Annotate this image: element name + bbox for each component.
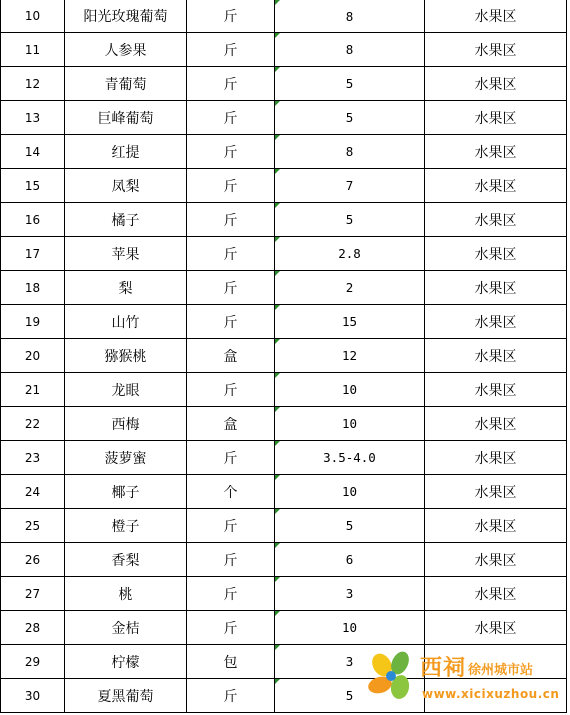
area-cell[interactable]: 水果区 [425,237,567,271]
price-cell[interactable]: 8 [275,0,425,33]
area-cell[interactable]: 水果区 [425,33,567,67]
row-number-cell[interactable]: 29 [1,645,65,679]
row-number-cell[interactable]: 21 [1,373,65,407]
price-cell[interactable]: 5 [275,509,425,543]
item-name-cell[interactable]: 巨峰葡萄 [65,101,187,135]
area-cell[interactable]: 水果区 [425,101,567,135]
table-row [1,407,567,441]
unit-cell[interactable]: 斤 [187,679,275,713]
item-name-cell[interactable]: 夏黑葡萄 [65,679,187,713]
price-cell[interactable]: 5 [275,67,425,101]
unit-cell[interactable]: 斤 [187,203,275,237]
table-row [1,339,567,373]
unit-cell[interactable]: 斤 [187,543,275,577]
price-cell[interactable]: 5 [275,679,425,713]
area-cell[interactable]: 水果区 [425,441,567,475]
row-number-cell[interactable]: 18 [1,271,65,305]
row-number-cell[interactable]: 24 [1,475,65,509]
item-name-cell[interactable]: 桃 [65,577,187,611]
area-cell[interactable] [425,679,567,713]
area-cell[interactable]: 水果区 [425,475,567,509]
area-cell[interactable]: 水果区 [425,169,567,203]
price-cell[interactable]: 12 [275,339,425,373]
price-cell[interactable]: 10 [275,407,425,441]
area-cell[interactable]: 水果区 [425,271,567,305]
price-cell[interactable]: 2 [275,271,425,305]
unit-cell[interactable]: 斤 [187,509,275,543]
area-cell[interactable]: 水果区 [425,203,567,237]
item-name-cell[interactable]: 阳光玫瑰葡萄 [65,0,187,33]
unit-cell[interactable]: 斤 [187,271,275,305]
price-cell[interactable]: 5 [275,101,425,135]
item-name-cell[interactable]: 猕猴桃 [65,339,187,373]
unit-cell[interactable]: 包 [187,645,275,679]
row-number-cell[interactable]: 17 [1,237,65,271]
unit-cell[interactable]: 斤 [187,373,275,407]
item-name-cell[interactable]: 苹果 [65,237,187,271]
unit-cell[interactable]: 斤 [187,33,275,67]
item-name-cell[interactable]: 香梨 [65,543,187,577]
price-cell[interactable]: 8 [275,135,425,169]
table-body [1,0,567,713]
area-cell[interactable]: 水果区 [425,67,567,101]
item-name-cell[interactable]: 人参果 [65,33,187,67]
table-row [1,679,567,713]
price-cell[interactable]: 3.5-4.0 [275,441,425,475]
area-cell[interactable]: 水果区 [425,0,567,33]
price-cell[interactable]: 10 [275,475,425,509]
price-cell[interactable]: 6 [275,543,425,577]
row-number-cell[interactable]: 22 [1,407,65,441]
row-number-cell[interactable]: 27 [1,577,65,611]
unit-cell[interactable]: 盒 [187,339,275,373]
row-number-cell[interactable]: 25 [1,509,65,543]
item-name-cell[interactable]: 龙眼 [65,373,187,407]
area-cell[interactable]: 水果区 [425,543,567,577]
table-row [1,0,567,33]
unit-cell[interactable]: 斤 [187,441,275,475]
watermark-brand: 西祠 [420,655,467,681]
price-cell[interactable]: 8 [275,33,425,67]
table-row [1,33,567,67]
area-cell[interactable] [425,645,567,679]
unit-cell[interactable]: 斤 [187,101,275,135]
row-number-cell[interactable]: 19 [1,305,65,339]
table-row [1,101,567,135]
row-number-cell[interactable]: 10 [1,0,65,33]
row-number-cell[interactable]: 16 [1,203,65,237]
area-cell[interactable]: 水果区 [425,611,567,645]
item-name-cell[interactable]: 山竹 [65,305,187,339]
item-name-cell[interactable]: 西梅 [65,407,187,441]
row-number-cell[interactable]: 12 [1,67,65,101]
area-cell[interactable]: 水果区 [425,407,567,441]
table-row [1,611,567,645]
unit-cell[interactable]: 斤 [187,611,275,645]
unit-cell[interactable]: 斤 [187,237,275,271]
price-cell[interactable]: 7 [275,169,425,203]
price-cell[interactable]: 3 [275,645,425,679]
table-row [1,373,567,407]
watermark-site: 徐州城市站 [468,663,534,678]
price-cell[interactable]: 5 [275,203,425,237]
area-cell[interactable]: 水果区 [425,577,567,611]
item-name-cell[interactable]: 梨 [65,271,187,305]
price-cell[interactable]: 10 [275,611,425,645]
table-row [1,169,567,203]
unit-cell[interactable]: 斤 [187,169,275,203]
unit-cell[interactable]: 个 [187,475,275,509]
item-name-cell[interactable]: 橙子 [65,509,187,543]
table-row [1,237,567,271]
unit-cell[interactable]: 斤 [187,305,275,339]
table-row [1,271,567,305]
area-cell[interactable]: 水果区 [425,135,567,169]
item-name-cell[interactable]: 菠萝蜜 [65,441,187,475]
table-row [1,577,567,611]
unit-cell[interactable]: 斤 [187,0,275,33]
item-name-cell[interactable]: 凤梨 [65,169,187,203]
table-row [1,475,567,509]
item-name-cell[interactable]: 青葡萄 [65,67,187,101]
price-cell[interactable]: 3 [275,577,425,611]
table-row [1,203,567,237]
watermark-url: www.xicixuzhou.cn [422,687,560,701]
unit-cell[interactable]: 斤 [187,135,275,169]
item-name-cell[interactable]: 红提 [65,135,187,169]
table-row [1,67,567,101]
item-name-cell[interactable]: 柠檬 [65,645,187,679]
item-name-cell[interactable]: 橘子 [65,203,187,237]
row-number-cell[interactable]: 23 [1,441,65,475]
table-row [1,645,567,679]
row-number-cell[interactable]: 30 [1,679,65,713]
table-row [1,543,567,577]
area-cell[interactable]: 水果区 [425,373,567,407]
area-cell[interactable]: 水果区 [425,305,567,339]
item-name-cell[interactable]: 金桔 [65,611,187,645]
area-cell[interactable]: 水果区 [425,509,567,543]
area-cell[interactable]: 水果区 [425,339,567,373]
row-number-cell[interactable]: 13 [1,101,65,135]
unit-cell[interactable]: 斤 [187,577,275,611]
unit-cell[interactable]: 盒 [187,407,275,441]
price-cell[interactable]: 15 [275,305,425,339]
table-row [1,509,567,543]
item-name-cell[interactable]: 椰子 [65,475,187,509]
price-cell[interactable]: 10 [275,373,425,407]
table-row [1,305,567,339]
unit-cell[interactable]: 斤 [187,67,275,101]
row-number-cell[interactable]: 28 [1,611,65,645]
price-cell[interactable]: 2.8 [275,237,425,271]
row-number-cell[interactable]: 14 [1,135,65,169]
table-row [1,135,567,169]
table-row [1,441,567,475]
row-number-cell[interactable]: 26 [1,543,65,577]
row-number-cell[interactable]: 20 [1,339,65,373]
row-number-cell[interactable]: 15 [1,169,65,203]
row-number-cell[interactable]: 11 [1,33,65,67]
